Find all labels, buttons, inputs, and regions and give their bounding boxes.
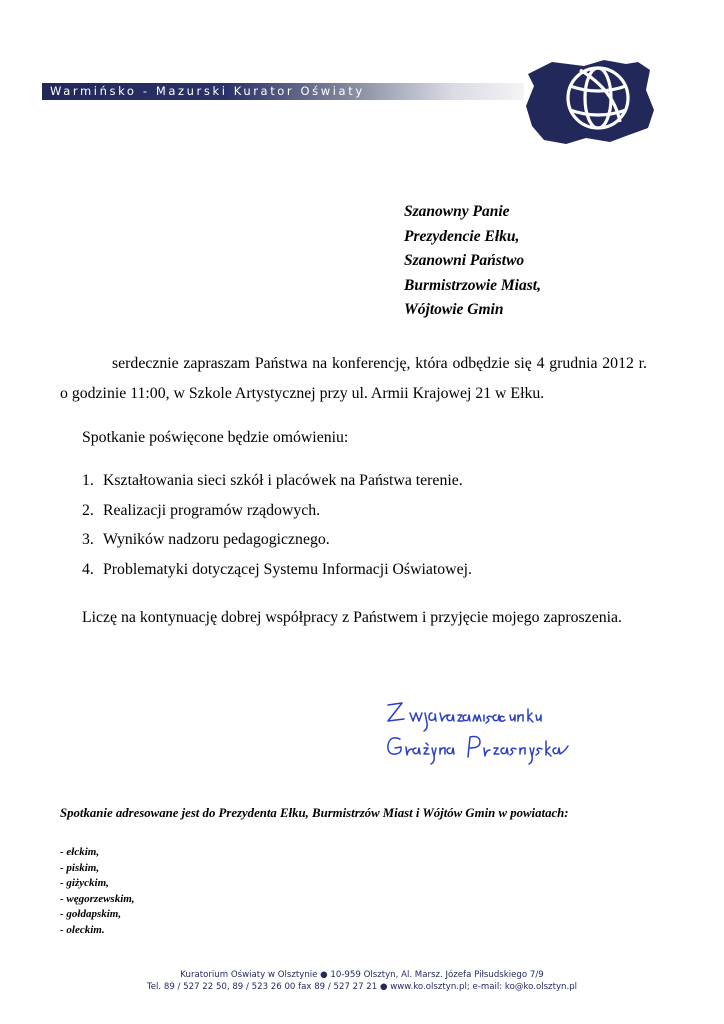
topics-list xyxy=(82,466,472,584)
list-item: - gołdapskim, xyxy=(60,908,122,920)
list-item: - piskim, xyxy=(60,861,100,874)
list-item: - oleckim. xyxy=(60,923,105,936)
list-item: - węgorzewskim, xyxy=(60,892,135,905)
salutation-line: Prezydencie Ełku, xyxy=(404,227,520,245)
list-item: 1. Kształtowania sieci szkół i placówek na Państwa terenie. xyxy=(82,472,463,489)
handwritten-signature xyxy=(380,693,580,773)
list-item: - ełckim, xyxy=(60,846,100,858)
distribution-note: Spotkanie adresowane jest do Prezydenta Ełku, Burmistrzów Miast i Wójtów Gmin w powiatach: xyxy=(60,806,569,820)
closing-paragraph: Liczę na kontynuację dobrej współpracy z Państwem i przyjęcie mojego zaproszenia. xyxy=(82,609,622,626)
organization-name: Warmińsko - Mazurski Kurator Oświaty xyxy=(50,84,365,98)
footer-contact: Tel. 89 / 527 22 50, 89 / 523 26 00 fax 89 / 527 27 21 ● www.ko.olsztyn.pl; e-mail: ko@ko.olsztyn.pl xyxy=(146,982,578,992)
salutation-line: Wójtowie Gmin xyxy=(404,301,504,318)
districts-list xyxy=(60,845,135,938)
invitation-paragraph: serdecznie zapraszam Państwa na konferencję, która odbędzie się 4 grudnia 2012 r. o godzinie 11:00, w Szkole Artystycznej przy ul. Armii Krajowej 21 w Ełku. xyxy=(60,355,647,402)
salutation-block xyxy=(404,200,541,323)
list-item: 4. Problematyki dotyczącej Systemu Informacji Oświatowej. xyxy=(82,560,472,578)
footer-address: Kuratorium Oświaty w Olsztynie ● 10-959 Olsztyn, Al. Marsz. Józefa Piłsudskiego 7/9 xyxy=(180,970,544,980)
list-item: - giżyckim, xyxy=(60,877,109,889)
footer xyxy=(0,969,724,993)
salutation-line: Szanowny Panie xyxy=(404,203,510,220)
list-item: 2. Realizacji programów rządowych. xyxy=(82,501,321,519)
list-item: 3. Wyników nadzoru pedagogicznego. xyxy=(82,531,330,548)
salutation-line: Burmistrzowie Miast, xyxy=(404,276,541,294)
topics-intro: Spotkanie poświęcone będzie omówieniu: xyxy=(82,429,349,446)
salutation-line: Szanowni Państwo xyxy=(404,252,525,269)
globe-map-logo-icon xyxy=(522,56,658,146)
